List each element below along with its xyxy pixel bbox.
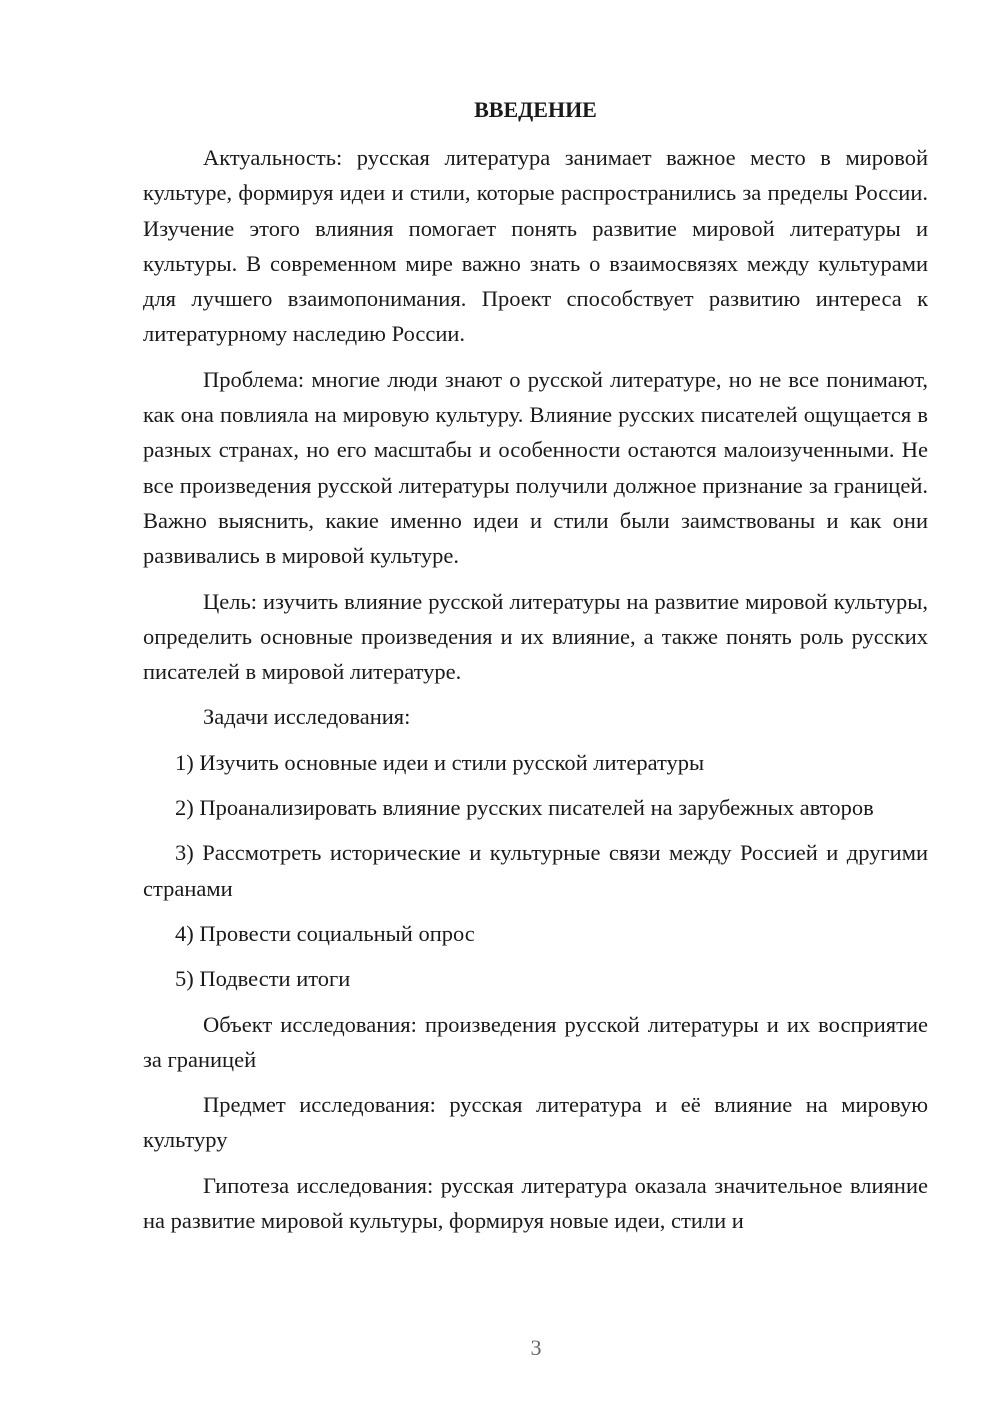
task-item-3: 3) Рассмотреть исторические и культурные связи между Россией и другими странами xyxy=(143,840,928,901)
object-paragraph: Объект исследования: произведения русской литературы и их восприятие за границей xyxy=(143,1011,928,1072)
tasks-label: Задачи исследования: xyxy=(203,704,411,730)
problem-paragraph: Проблема: многие люди знают о русской литературе, но не все понимают, как она повлияла на мировую культуру. Влияние русских писателей ощущается в разных странах, но его масштабы и особенности остаются малоизученными. Не все произведения русской литературы получили должное признание за границей. Важно выяснить, какие именно идеи и стили были заимствованы и как они развивались в мировой культуре. xyxy=(143,366,928,569)
subject-paragraph: Предмет исследования: русская литература и её влияние на мировую культуру xyxy=(143,1092,928,1153)
relevance-paragraph: Актуальность: русская литература занимает важное место в мировой культуре, формируя идеи и стили, которые распространились за пределы России. Изучение этого влияния помогает понять развитие мировой литературы и культуры. В современном мире важно знать о взаимосвязях между культурами для лучшего взаимопонимания. Проект способствует развитию интереса к литературному наследию России. xyxy=(143,145,928,347)
goal-paragraph: Цель: изучить влияние русской литературы на развитие мировой культуры, определить основные произведения и их влияние, а также понять роль русских писателей в мировой литературе. xyxy=(143,588,928,685)
hypothesis-paragraph: Гипотеза исследования: русская литература оказала значительное влияние на развитие мировой культуры, формируя новые идеи, стили и xyxy=(143,1172,928,1234)
page-body xyxy=(143,94,928,1238)
section-heading: ВВЕДЕНИЕ xyxy=(474,97,597,122)
task-item-5: 5) Подвести итоги xyxy=(175,966,351,992)
page-number: 3 xyxy=(530,1335,542,1360)
task-item-4: 4) Провести социальный опрос xyxy=(175,920,475,946)
task-item-1: 1) Изучить основные идеи и стили русской литературы xyxy=(175,749,705,775)
task-item-2: 2) Проанализировать влияние русских писателей на зарубежных авторов xyxy=(175,795,874,821)
